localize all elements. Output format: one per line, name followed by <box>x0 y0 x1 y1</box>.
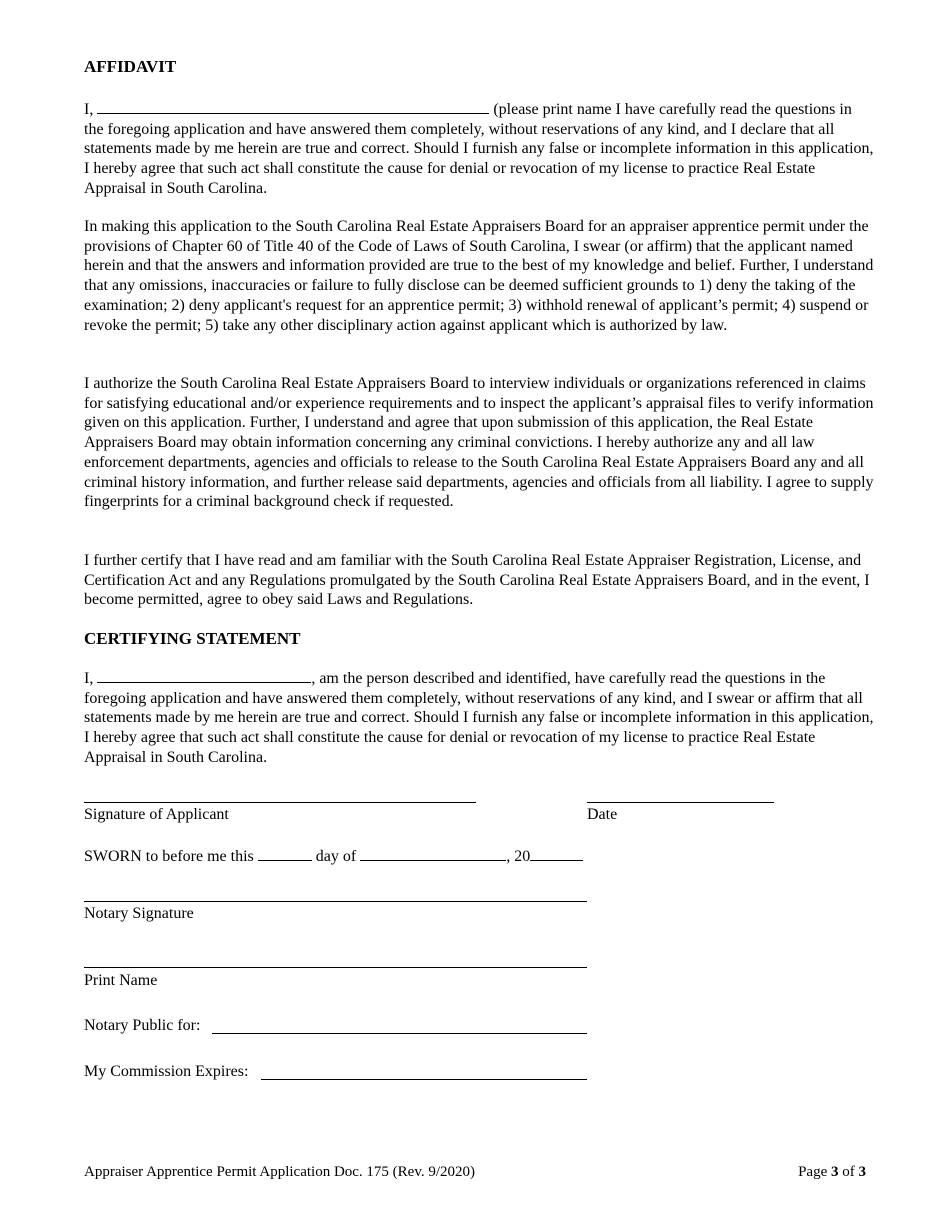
sworn-statement <box>84 846 583 866</box>
affidavit-paragraph-2: In making this application to the South Carolina Real Estate Appraisers Board for an appraiser apprentice permit under the provisions of Chapter 60 of Title 40 of the Code of Laws of South Carolina, I swear (or affirm) that the applicant named herein and that the answers and information provided are true to the best of my knowledge and belief. Further, I understand that any omissions, inaccuracies or failure to fully disclose can be deemed sufficient grounds to 1) deny the taking of the examination; 2) deny applicant's request for an apprentice permit; 3) withhold renewal of applicant’s permit; 4) suspend or revoke the permit; 5) take any other disciplinary action against applicant which is authorized by law. <box>84 218 874 334</box>
page-of: of <box>838 1164 859 1180</box>
commission-expires-line[interactable] <box>261 1079 587 1080</box>
certifying-text: , am the person described and identified, have carefully read the questions in the foregoing application and have answered them completely, without reservations of any kind, and I swear or affirm that all statements made by me herein are true and correct. Should I furnish any false or incomplete information in this application, I hereby agree that such act shall constitute the cause for denial or revocation of my license to practice Real Estate Appraisal in South Carolina. <box>84 670 874 766</box>
applicant-signature-label: Signature of Applicant <box>84 806 229 823</box>
sworn-year-prefix: , 20 <box>506 848 531 865</box>
footer-doc-title: Appraiser Apprentice Permit Application Doc. 175 (Rev. 9/2020) <box>84 1164 476 1180</box>
sworn-lead: SWORN to before me this <box>84 848 254 865</box>
affidavit-paragraph-1 <box>84 99 874 199</box>
print-name-blank[interactable] <box>97 99 489 114</box>
affidavit-heading: AFFIDAVIT <box>84 57 177 76</box>
print-name-line[interactable] <box>84 967 587 968</box>
applicant-signature-line[interactable] <box>84 802 476 803</box>
page-current: 3 <box>831 1164 839 1180</box>
sworn-day-blank[interactable] <box>258 846 312 861</box>
affidavit-paragraph-4: I further certify that I have read and am familiar with the South Carolina Real Estate Appraiser Registration, License, and Certification Act and any Regulations promulgated by the South Carolina Real Estate Appraisers Board, and in the event, I become permitted, agree to obey said Laws and Regulations. <box>84 552 870 609</box>
notary-signature-label: Notary Signature <box>84 905 194 922</box>
notary-signature-line[interactable] <box>84 901 587 902</box>
commission-expires-label: My Commission Expires: <box>84 1063 249 1080</box>
sworn-year-blank[interactable] <box>530 846 583 861</box>
sworn-month-blank[interactable] <box>360 846 506 861</box>
date-line[interactable] <box>587 802 774 803</box>
page-total: 3 <box>858 1164 866 1180</box>
print-name-label: Print Name <box>84 972 158 989</box>
notary-public-line[interactable] <box>212 1033 587 1034</box>
date-label: Date <box>587 806 618 823</box>
sworn-day-of: day of <box>315 848 357 865</box>
page-prefix: Page <box>798 1164 831 1180</box>
affidavit-paragraph-3: I authorize the South Carolina Real Estate Appraisers Board to interview individuals or organizations referenced in claims for satisfying educational and/or experience requirements and to inspect the applicant’s appraisal files to verify information given on this application. Further, I understand and agree that upon submission of this application, the Real Estate Appraisers Board may obtain information concerning any criminal convictions. I hereby authorize any and all law enforcement departments, agencies and officials to release to the South Carolina Real Estate Appraisers Board any and all criminal history information, and further release said departments, agencies and officials from all liability. I agree to supply fingerprints for a criminal background check if requested. <box>84 375 874 511</box>
footer-page-number <box>798 1164 866 1181</box>
certifying-name-blank[interactable] <box>97 668 311 683</box>
affidavit-p1-text: (please print name I have carefully read the questions in the foregoing application and have answered them completely, without reservations of any kind, and I declare that all statements made by me herein are true and correct. Should I furnish any false or incomplete information in this application, I hereby agree that such act shall constitute the cause for denial or revocation of my license to practice Real Estate Appraisal in South Carolina. <box>84 101 874 197</box>
affidavit-lead: I, <box>84 101 94 118</box>
notary-public-label: Notary Public for: <box>84 1017 201 1034</box>
certifying-lead: I, <box>84 670 94 687</box>
certifying-heading: CERTIFYING STATEMENT <box>84 629 301 648</box>
certifying-paragraph <box>84 668 874 768</box>
